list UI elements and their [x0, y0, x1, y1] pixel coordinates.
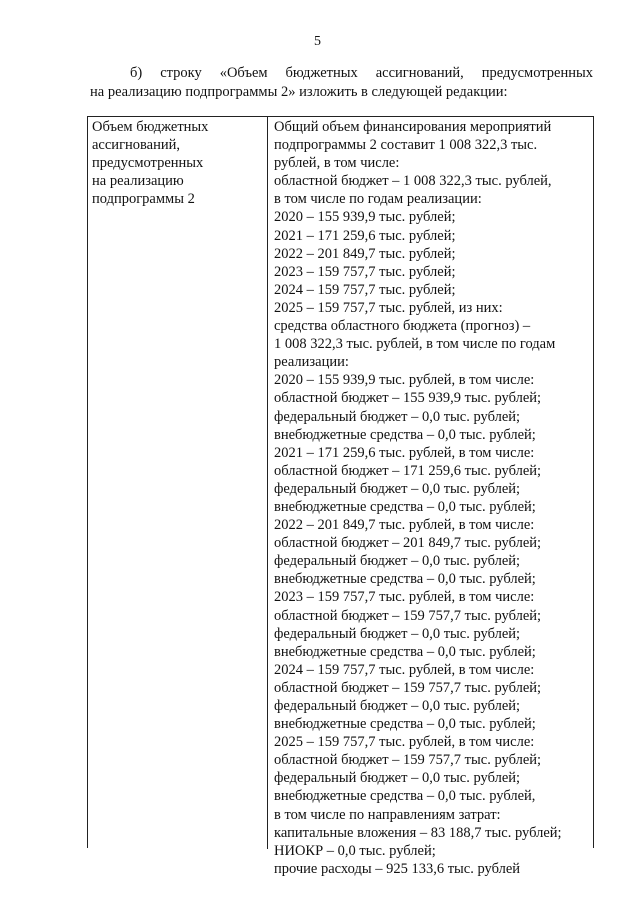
table-text-line: федеральный бюджет – 0,0 тыс. рублей; — [274, 408, 521, 425]
budget-table — [87, 116, 594, 877]
table-text-line: внебюджетные средства – 0,0 тыс. рублей; — [274, 498, 536, 515]
table-text-line: подпрограммы 2 составит 1 008 322,3 тыс. — [274, 137, 538, 154]
table-text-line: 2024 – 159 757,7 тыс. рублей, в том числе: — [274, 661, 535, 678]
table-text-line: областной бюджет – 201 849,7 тыс. рублей; — [274, 535, 542, 552]
intro-line: на реализацию подпрограммы 2» изложить в следующей редакции: — [90, 84, 508, 100]
table-text-line: подпрограммы 2 — [92, 191, 195, 208]
table-value-cell — [274, 118, 592, 878]
table-text-line: областной бюджет – 155 939,9 тыс. рублей; — [274, 390, 542, 407]
table-text-line: 2022 – 201 849,7 тыс. рублей; — [274, 245, 456, 262]
table-text-line: средства областного бюджета (прогноз) – — [274, 318, 531, 335]
table-text-line: областной бюджет – 1 008 322,3 тыс. рублей, — [274, 173, 552, 190]
table-text-line: реализации: — [274, 354, 349, 371]
table-text-line: в том числе по годам реализации: — [274, 191, 482, 208]
table-text-line: 2020 – 155 939,9 тыс. рублей, в том числе: — [274, 372, 535, 389]
table-text-line: федеральный бюджет – 0,0 тыс. рублей; — [274, 480, 521, 497]
table-text-line: в том числе по направлениям затрат: — [274, 806, 501, 823]
table-text-line: 2021 – 171 259,6 тыс. рублей; — [274, 227, 456, 244]
table-text-line: федеральный бюджет – 0,0 тыс. рублей; — [274, 770, 521, 787]
page-number: 5 — [314, 34, 321, 49]
table-text-line: 2023 – 159 757,7 тыс. рублей, в том числе: — [274, 589, 535, 606]
table-text-line: внебюджетные средства – 0,0 тыс. рублей; — [274, 716, 536, 733]
table-text-line: Объем бюджетных — [92, 119, 209, 135]
table-text-line: на реализацию — [92, 173, 184, 190]
table-text-line: Общий объем финансирования мероприятий — [274, 119, 552, 135]
table-text-line: 2020 – 155 939,9 тыс. рублей; — [274, 209, 456, 226]
table-text-line: внебюджетные средства – 0,0 тыс. рублей, — [274, 788, 536, 805]
table-text-line: внебюджетные средства – 0,0 тыс. рублей; — [274, 643, 536, 660]
table-text-line: НИОКР – 0,0 тыс. рублей; — [274, 842, 436, 859]
intro-line: б) строку «Объем бюджетных ассигнований, предусмотренных — [130, 65, 593, 81]
table-text-line: областной бюджет – 171 259,6 тыс. рублей; — [274, 462, 542, 479]
table-text-line: внебюджетные средства – 0,0 тыс. рублей; — [274, 426, 536, 443]
table-text-line: областной бюджет – 159 757,7 тыс. рублей; — [274, 679, 542, 696]
table-text-line: федеральный бюджет – 0,0 тыс. рублей; — [274, 553, 521, 570]
table-text-line: областной бюджет – 159 757,7 тыс. рублей; — [274, 607, 542, 624]
table-text-line: федеральный бюджет – 0,0 тыс. рублей; — [274, 698, 521, 714]
table-text-line: рублей, в том числе: — [274, 155, 400, 172]
column-divider — [267, 117, 268, 849]
table-text-line: 2025 – 159 757,7 тыс. рублей, в том числе: — [274, 734, 535, 751]
table-text-line: федеральный бюджет – 0,0 тыс. рублей; — [274, 625, 521, 642]
table-text-line: капитальные вложения – 83 188,7 тыс. рублей; — [274, 824, 562, 841]
intro-paragraph — [90, 64, 593, 102]
table-text-line: областной бюджет – 159 757,7 тыс. рублей; — [274, 752, 542, 769]
table-text-line: 2024 – 159 757,7 тыс. рублей; — [274, 281, 456, 298]
table-text-line: прочие расходы – 925 133,6 тыс. рублей — [274, 860, 521, 877]
table-text-line: 2023 – 159 757,7 тыс. рублей; — [274, 263, 456, 280]
table-label-cell — [92, 118, 264, 208]
table-text-line: внебюджетные средства – 0,0 тыс. рублей; — [274, 571, 536, 588]
table-text-line: ассигнований, — [92, 137, 181, 154]
table-text-line: 2025 – 159 757,7 тыс. рублей, из них: — [274, 299, 503, 316]
table-text-line: 2021 – 171 259,6 тыс. рублей, в том числе: — [274, 444, 535, 461]
table-text-line: 2022 – 201 849,7 тыс. рублей, в том числе: — [274, 517, 535, 534]
table-text-line: предусмотренных — [92, 155, 204, 172]
table-text-line: 1 008 322,3 тыс. рублей, в том числе по годам — [274, 336, 556, 353]
